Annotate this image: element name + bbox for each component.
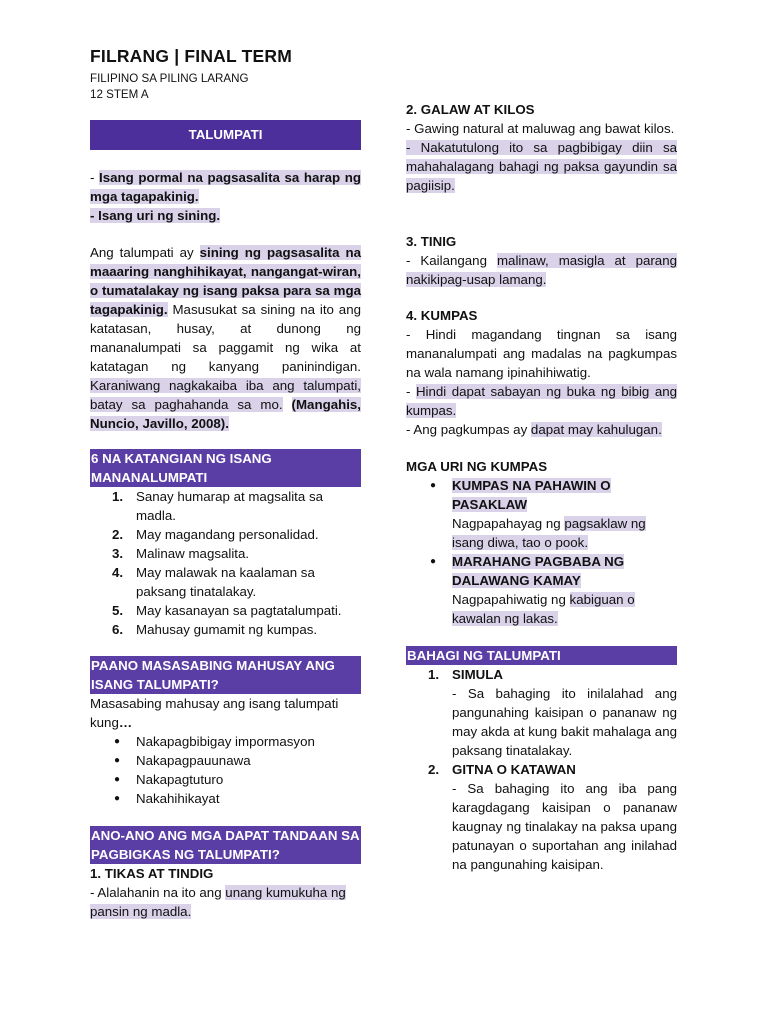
item-number: 4. <box>112 565 124 580</box>
bahagi-item <box>406 760 677 874</box>
bahagi-item <box>406 665 677 760</box>
item-text: Nakapagpauunawa <box>136 753 251 768</box>
uri-item-desc: Nagpapahayag ng pagsaklaw ng isang diwa, tao o pook. <box>452 516 646 550</box>
bahagi-section <box>406 646 677 874</box>
uri-item-desc: Nagpapahiwatig ng kabiguan o kawalan ng lakas. <box>452 592 635 626</box>
kumpas-section <box>406 306 677 439</box>
left-column <box>90 120 361 150</box>
item-number: 2. <box>112 527 124 542</box>
definition-block <box>90 168 361 225</box>
tandaan-section <box>90 826 361 921</box>
item-text: Mahusay gumamit ng kumpas. <box>136 622 318 637</box>
tandaan-heading: ANO-ANO ANG MGA DAPAT TANDAAN SA PAGBIGKAS NG TALUMPATI? <box>91 828 360 862</box>
bullet-icon: ● <box>114 793 121 804</box>
item-number: 6. <box>112 622 124 637</box>
bahagi-list <box>406 665 677 874</box>
bahagi-item-title: GITNA O KATAWAN <box>452 762 576 777</box>
item-text: Nakapagtuturo <box>136 772 224 787</box>
katangian-item <box>90 487 361 525</box>
definition-1: - Isang pormal na pagsasalita sa harap ng mga tagapakinig. <box>90 170 361 204</box>
item-text: May kasanayan sa pagtatalumpati. <box>136 603 342 618</box>
bahagi-item-text: - Sa bahaging ito ang iba pang karagdagang kaisipan o pananaw kaugnay ng tinalakay na paksa upang patunayan o suportahan ang inilahad na pangunahing kaisipan. <box>452 781 677 872</box>
galaw-section <box>406 100 677 195</box>
item-text: May malawak na kaalaman sa paksang tinatalakay. <box>136 565 315 599</box>
page-title: FILRANG | FINAL TERM <box>90 46 293 66</box>
mahusay-heading: PAANO MASASABING MAHUSAY ANG ISANG TALUMPATI? <box>90 656 361 694</box>
bullet-icon: ● <box>114 736 121 747</box>
katangian-item <box>90 563 361 601</box>
tinig-title: 3. TINIG <box>406 234 457 249</box>
kumpas-text-1: - Hindi magandang tingnan sa isang mananalumpati ang madalas na pagkumpas na wala namang ipinahihiwatig. <box>406 327 677 380</box>
uri-item-title: MARAHANG PAGBABA NG DALAWANG KAMAY <box>452 554 625 588</box>
kumpas-text-2: - Hindi dapat sabayan ng buka ng bibig ang kumpas. <box>406 384 677 418</box>
item-number: 2. <box>428 762 440 777</box>
kumpas-title: 4. KUMPAS <box>406 308 478 323</box>
katangian-heading: 6 NA KATANGIAN NG ISANG MANANALUMPATI <box>90 449 361 487</box>
item-number: 1. <box>112 489 124 504</box>
mahusay-item <box>90 732 361 751</box>
item-number: 3. <box>112 546 124 561</box>
bahagi-item-title: SIMULA <box>452 667 503 682</box>
katangian-item <box>90 620 361 639</box>
mahusay-section <box>90 656 361 808</box>
galaw-title: 2. GALAW AT KILOS <box>406 102 535 117</box>
uri-section <box>406 457 677 628</box>
bahagi-heading: BAHAGI NG TALUMPATI <box>406 646 677 665</box>
galaw-text-1: - Gawing natural at maluwag ang bawat kilos. <box>406 121 675 136</box>
katangian-item <box>90 525 361 544</box>
katangian-section <box>90 449 361 639</box>
bullet-icon: ● <box>114 774 121 785</box>
bahagi-item-text: - Sa bahaging ito inilalahad ang pangunahing kaisipan o pananaw ng may akda at kung bakit mahalaga ang paksang tinatalakay. <box>452 686 677 758</box>
item-text: Malinaw magsalita. <box>136 546 250 561</box>
item-text: Nakapagbibigay impormasyon <box>136 734 315 749</box>
uri-item <box>406 552 677 628</box>
class-section: 12 STEM A <box>90 88 149 101</box>
katangian-list <box>90 487 361 639</box>
bullet-icon: ● <box>114 755 121 766</box>
tinig-section <box>406 232 677 289</box>
uri-list <box>406 476 677 628</box>
katangian-item <box>90 544 361 563</box>
uri-title: MGA URI NG KUMPAS <box>406 459 548 474</box>
tinig-text: - Kailangang malinaw, masigla at parang nakikipag-usap lamang. <box>406 253 677 287</box>
uri-item-title: KUMPAS NA PAHAWIN O PASAKLAW <box>452 478 611 512</box>
bullet-icon: ● <box>430 480 437 491</box>
kumpas-text-3: - Ang pagkumpas ay dapat may kahulugan. <box>406 422 662 437</box>
katangian-item <box>90 601 361 620</box>
uri-item <box>406 476 677 552</box>
talumpati-banner: TALUMPATI <box>90 120 361 150</box>
tikas-title: 1. TIKAS AT TINDIG <box>90 866 214 881</box>
mahusay-intro: Masasabing mahusay ang isang talumpati kung… <box>90 696 339 730</box>
item-text: Sanay humarap at magsalita sa madla. <box>136 489 324 523</box>
mahusay-item <box>90 789 361 808</box>
definition-2: - Isang uri ng sining. <box>90 208 221 223</box>
item-text: Nakahihikayat <box>136 791 220 806</box>
mahusay-item <box>90 751 361 770</box>
subject-name: FILIPINO SA PILING LARANG <box>90 72 249 85</box>
talumpati-paragraph: Ang talumpati ay sining ng pagsasalita na maaaring nanghihikayat, nangangat-wiran, o tumatalakay ng isang paksa para sa mga tagapakinig. Masusukat sa sining na ito ang katatasan, husay, at dunong ng mananalumpati sa paggamit ng wika at katatagan ng kanyang paninindigan. Karaniwang nagkakaiba iba ang talumpati, batay sa paghahanda sa mo. (Mangahis, Nuncio, Javillo, 2008). <box>90 245 361 431</box>
mahusay-item <box>90 770 361 789</box>
mahusay-list <box>90 732 361 808</box>
galaw-text-2: - Nakatutulong ito sa pagbibigay diin sa mahahalagang bahagi ng paksa gayundin sa pagiisip. <box>406 140 677 193</box>
item-text: May magandang personalidad. <box>136 527 319 542</box>
bullet-icon: ● <box>430 556 437 567</box>
item-number: 1. <box>428 667 440 682</box>
page-header <box>90 46 292 103</box>
item-number: 5. <box>112 603 124 618</box>
tikas-text: - Alalahanin na ito ang unang kumukuha ng pansin ng madla. <box>90 885 346 919</box>
